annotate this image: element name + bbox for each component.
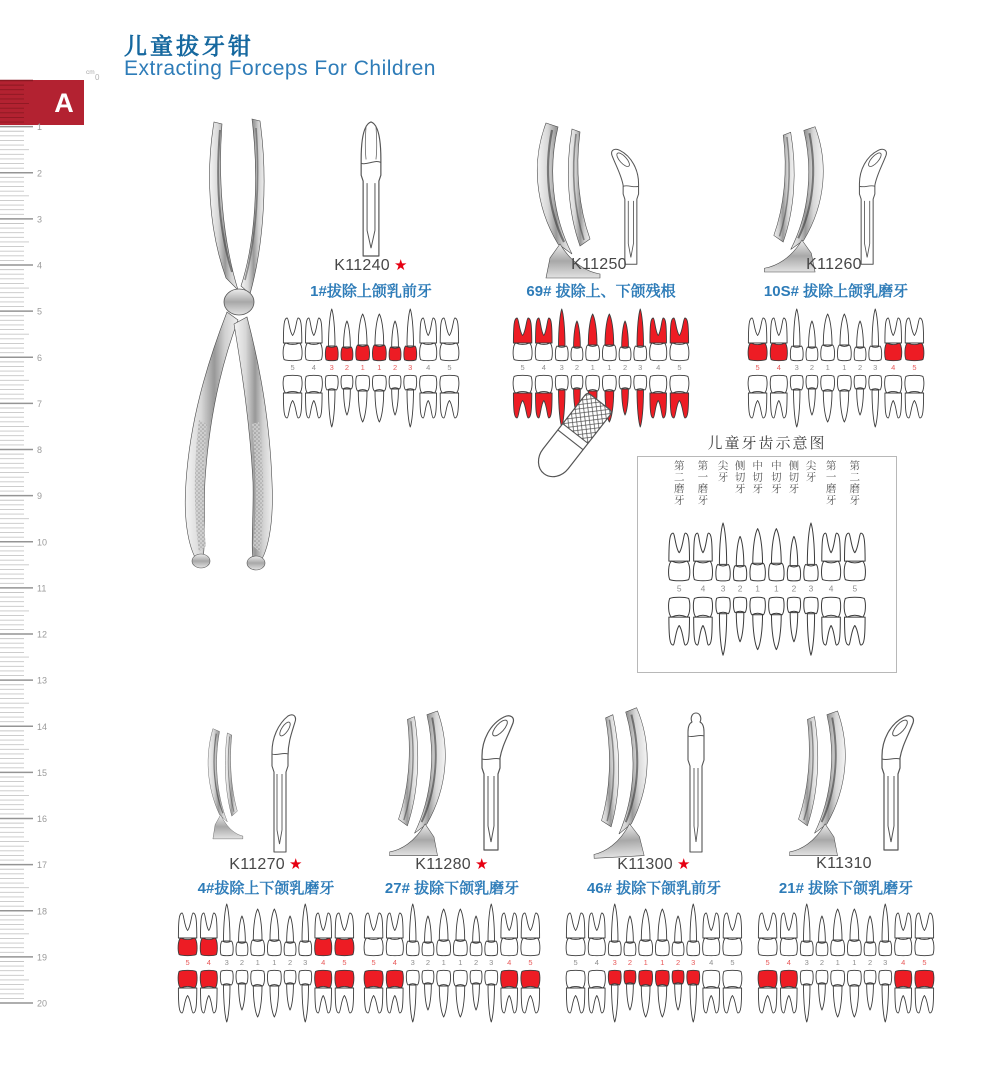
svg-text:8: 8 bbox=[37, 445, 43, 455]
svg-text:2: 2 bbox=[857, 363, 863, 372]
svg-text:12: 12 bbox=[37, 629, 48, 640]
svg-text:3: 3 bbox=[408, 363, 413, 372]
forceps-photo bbox=[782, 704, 866, 858]
product-desc: 1#拔除上颌乳前牙 bbox=[310, 283, 432, 300]
svg-text:1: 1 bbox=[590, 363, 595, 372]
tooth-chart bbox=[751, 901, 941, 1025]
svg-text:5: 5 bbox=[342, 958, 347, 967]
forceps-photo bbox=[382, 704, 466, 858]
svg-text:1: 1 bbox=[755, 583, 760, 594]
product-code bbox=[741, 256, 931, 278]
product-desc: 46# 拔除下颌乳前牙 bbox=[586, 880, 722, 897]
code-text: K11280 bbox=[415, 856, 472, 873]
svg-text:3: 3 bbox=[883, 958, 888, 967]
product-code bbox=[506, 256, 696, 278]
svg-text:5: 5 bbox=[573, 958, 578, 967]
star-icon: ★ bbox=[677, 856, 691, 873]
star-icon: ★ bbox=[289, 856, 303, 873]
svg-text:4: 4 bbox=[311, 363, 316, 372]
svg-text:18: 18 bbox=[37, 906, 48, 917]
svg-text:5: 5 bbox=[852, 583, 858, 594]
svg-text:5: 5 bbox=[922, 958, 927, 967]
svg-text:第二磨牙: 第二磨牙 bbox=[673, 460, 685, 507]
product-desc: 27# 拔除下颌乳磨牙 bbox=[384, 880, 520, 897]
svg-text:2: 2 bbox=[622, 363, 628, 372]
svg-text:侧切牙: 侧切牙 bbox=[788, 460, 800, 495]
forceps-tip-drawing bbox=[672, 710, 720, 854]
svg-text:4: 4 bbox=[776, 363, 781, 372]
svg-text:2: 2 bbox=[819, 958, 825, 967]
code-text: K11270 bbox=[229, 856, 286, 873]
forceps-photo bbox=[192, 706, 256, 858]
svg-text:20: 20 bbox=[37, 998, 48, 1009]
svg-text:5: 5 bbox=[730, 958, 735, 967]
svg-text:5: 5 bbox=[755, 363, 760, 372]
svg-text:2: 2 bbox=[809, 363, 815, 372]
svg-text:4: 4 bbox=[321, 958, 326, 967]
diagram-title: 儿童牙齿示意图 bbox=[707, 435, 827, 452]
svg-text:cm: cm bbox=[86, 69, 95, 76]
svg-text:9: 9 bbox=[37, 491, 43, 502]
svg-text:2: 2 bbox=[287, 958, 293, 967]
svg-text:3: 3 bbox=[329, 363, 334, 372]
forceps-tip-drawing bbox=[258, 712, 304, 854]
svg-text:4: 4 bbox=[828, 583, 834, 594]
svg-text:4: 4 bbox=[891, 363, 896, 372]
svg-text:4: 4 bbox=[507, 958, 512, 967]
product-code bbox=[276, 256, 466, 278]
svg-text:3: 3 bbox=[808, 583, 814, 594]
svg-text:2: 2 bbox=[867, 958, 873, 967]
svg-text:第二磨牙: 第二磨牙 bbox=[849, 460, 861, 507]
svg-text:3: 3 bbox=[638, 363, 643, 372]
svg-text:16: 16 bbox=[37, 814, 48, 824]
svg-text:4: 4 bbox=[709, 958, 714, 967]
svg-text:尖牙: 尖牙 bbox=[717, 460, 729, 484]
svg-text:2: 2 bbox=[737, 583, 743, 594]
tooth-chart bbox=[171, 901, 361, 1025]
svg-text:2: 2 bbox=[37, 168, 43, 179]
code-text: K11240 bbox=[334, 257, 391, 274]
svg-text:5: 5 bbox=[676, 583, 682, 594]
star-icon: ★ bbox=[475, 856, 489, 873]
svg-text:6: 6 bbox=[37, 352, 43, 363]
svg-text:11: 11 bbox=[37, 583, 47, 594]
svg-text:3: 3 bbox=[873, 363, 878, 372]
svg-text:4: 4 bbox=[901, 958, 906, 967]
svg-text:1: 1 bbox=[660, 958, 665, 967]
svg-text:5: 5 bbox=[912, 363, 917, 372]
svg-text:2: 2 bbox=[239, 958, 245, 967]
star-icon: ★ bbox=[394, 257, 408, 274]
svg-text:1: 1 bbox=[643, 958, 648, 967]
svg-text:4: 4 bbox=[656, 363, 661, 372]
svg-text:1: 1 bbox=[774, 583, 779, 594]
tooth-chart bbox=[559, 901, 749, 1025]
product-desc: 21# 拔除下颌乳磨牙 bbox=[778, 880, 914, 897]
svg-text:4: 4 bbox=[786, 958, 791, 967]
product-desc: 4#拔除上下颌乳磨牙 bbox=[197, 880, 335, 897]
svg-text:1: 1 bbox=[360, 363, 365, 372]
code-text: K11260 bbox=[806, 256, 862, 273]
svg-text:1: 1 bbox=[37, 122, 43, 133]
svg-text:5: 5 bbox=[765, 958, 770, 967]
svg-text:4: 4 bbox=[37, 260, 43, 271]
svg-text:1: 1 bbox=[852, 958, 857, 967]
svg-text:10: 10 bbox=[37, 537, 48, 548]
svg-text:3: 3 bbox=[559, 363, 564, 372]
svg-text:3: 3 bbox=[303, 958, 308, 967]
svg-text:3: 3 bbox=[804, 958, 809, 967]
product-code bbox=[559, 855, 749, 877]
svg-text:3: 3 bbox=[720, 583, 726, 594]
svg-text:3: 3 bbox=[612, 958, 617, 967]
svg-text:1: 1 bbox=[607, 363, 612, 372]
page-title-cn: 儿童拔牙钳 bbox=[124, 33, 254, 59]
tooth-chart bbox=[276, 306, 466, 430]
product-code bbox=[751, 855, 941, 877]
svg-text:1: 1 bbox=[825, 363, 830, 372]
svg-text:2: 2 bbox=[473, 958, 479, 967]
forceps-photo bbox=[754, 122, 848, 272]
svg-text:1: 1 bbox=[458, 958, 463, 967]
svg-text:4: 4 bbox=[392, 958, 397, 967]
product-code bbox=[357, 855, 547, 877]
svg-text:19: 19 bbox=[37, 952, 48, 963]
svg-text:4: 4 bbox=[541, 363, 546, 372]
product-desc: 69# 拔除上、下颌残根 bbox=[526, 283, 676, 300]
ruler bbox=[0, 0, 110, 1015]
svg-text:5: 5 bbox=[520, 363, 525, 372]
svg-text:14: 14 bbox=[37, 721, 48, 732]
page-title-en: Extracting Forceps For Children bbox=[124, 57, 436, 80]
svg-text:1: 1 bbox=[377, 363, 382, 372]
tooth-chart bbox=[357, 901, 547, 1025]
forceps-tip-drawing bbox=[346, 120, 398, 258]
svg-text:第一磨牙: 第一磨牙 bbox=[825, 460, 837, 507]
forceps-tip-drawing bbox=[864, 710, 920, 854]
svg-text:5: 5 bbox=[677, 363, 682, 372]
product-desc: 10S# 拔除上颌乳磨牙 bbox=[763, 283, 909, 300]
svg-text:3: 3 bbox=[794, 363, 799, 372]
forceps-tip-drawing bbox=[840, 146, 896, 266]
svg-text:5: 5 bbox=[371, 958, 376, 967]
forceps-photo bbox=[516, 118, 606, 278]
svg-text:4: 4 bbox=[700, 583, 706, 594]
section-tab-letter: A bbox=[54, 88, 74, 118]
svg-text:2: 2 bbox=[791, 583, 797, 594]
forceps-photo bbox=[584, 702, 670, 858]
svg-text:0: 0 bbox=[95, 73, 100, 82]
code-text: K11300 bbox=[617, 856, 674, 873]
svg-text:5: 5 bbox=[447, 363, 452, 372]
svg-text:7: 7 bbox=[37, 398, 43, 409]
svg-text:2: 2 bbox=[675, 958, 681, 967]
svg-text:5: 5 bbox=[185, 958, 190, 967]
svg-text:中切牙: 中切牙 bbox=[752, 460, 763, 495]
svg-text:5: 5 bbox=[528, 958, 533, 967]
svg-text:2: 2 bbox=[392, 363, 398, 372]
forceps-tip-drawing bbox=[464, 710, 520, 854]
diagram-box bbox=[637, 456, 897, 673]
svg-text:2: 2 bbox=[574, 363, 580, 372]
svg-text:13: 13 bbox=[37, 675, 48, 686]
svg-text:3: 3 bbox=[489, 958, 494, 967]
svg-text:1: 1 bbox=[835, 958, 840, 967]
code-text: K11250 bbox=[571, 256, 627, 273]
svg-text:第一磨牙: 第一磨牙 bbox=[697, 460, 709, 507]
product-code bbox=[171, 855, 361, 877]
svg-text:3: 3 bbox=[224, 958, 229, 967]
svg-text:4: 4 bbox=[426, 363, 431, 372]
svg-text:15: 15 bbox=[37, 767, 48, 778]
code-text: K11310 bbox=[816, 855, 872, 872]
svg-text:1: 1 bbox=[255, 958, 260, 967]
svg-text:侧切牙: 侧切牙 bbox=[734, 460, 746, 495]
svg-text:1: 1 bbox=[842, 363, 847, 372]
svg-text:5: 5 bbox=[37, 306, 43, 317]
svg-text:3: 3 bbox=[691, 958, 696, 967]
svg-text:17: 17 bbox=[37, 860, 48, 871]
diagram-tooth-chart bbox=[638, 457, 896, 672]
svg-text:1: 1 bbox=[272, 958, 277, 967]
tooth-chart bbox=[741, 306, 931, 430]
svg-text:尖牙: 尖牙 bbox=[805, 460, 817, 484]
svg-text:2: 2 bbox=[425, 958, 431, 967]
svg-text:4: 4 bbox=[206, 958, 211, 967]
svg-text:3: 3 bbox=[410, 958, 415, 967]
svg-text:2: 2 bbox=[627, 958, 633, 967]
svg-text:1: 1 bbox=[441, 958, 446, 967]
svg-text:3: 3 bbox=[37, 214, 43, 225]
forceps-tip-drawing bbox=[602, 146, 658, 266]
svg-text:4: 4 bbox=[594, 958, 599, 967]
svg-text:2: 2 bbox=[344, 363, 350, 372]
svg-text:中切牙: 中切牙 bbox=[771, 460, 782, 495]
svg-text:5: 5 bbox=[290, 363, 295, 372]
